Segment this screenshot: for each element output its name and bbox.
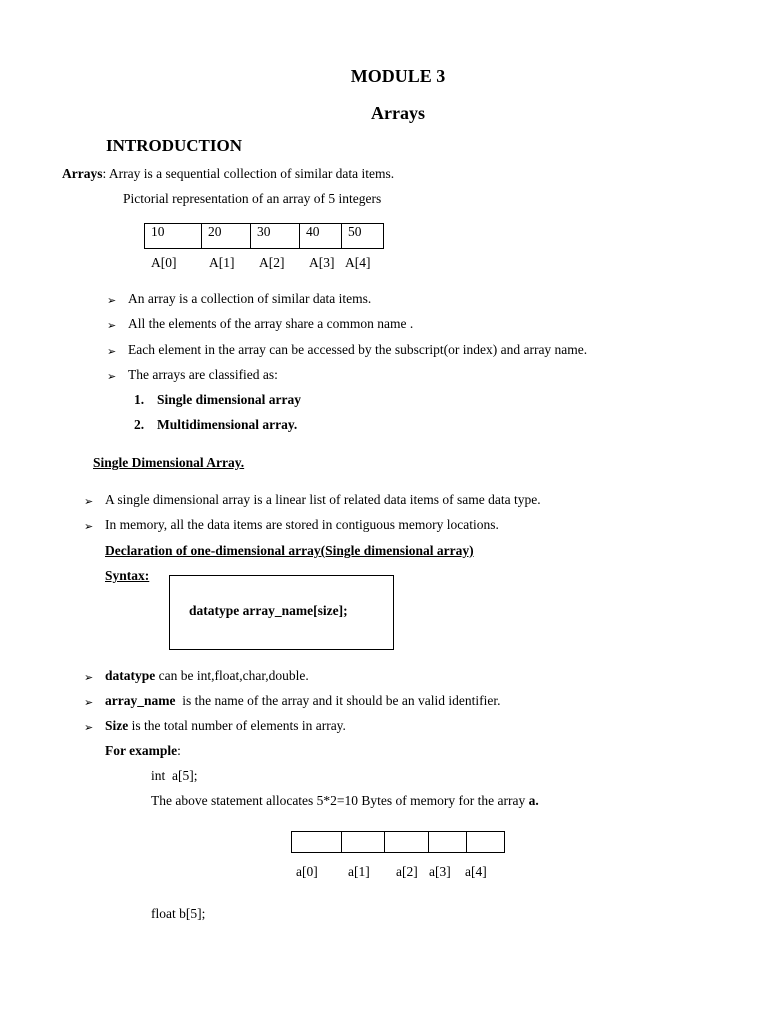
bullet-arrow-icon: ➢ [84, 495, 94, 508]
array-cell [385, 832, 429, 853]
bullet-arrow-icon: ➢ [107, 319, 117, 332]
list-number: 1. [134, 392, 145, 407]
bullet-arrow-icon: ➢ [84, 721, 94, 734]
syntax-code: datatype array_name[size]; [189, 603, 348, 618]
syntax-label: Syntax: [105, 568, 150, 583]
list-item: Single dimensional array [157, 392, 302, 407]
definition-text: : Array is a sequential collection of similar data items. [102, 166, 395, 181]
bullet-item: All the elements of the array share a common name . [128, 316, 414, 331]
bullet-arrow-icon: ➢ [84, 696, 94, 709]
bullet-arrow-icon: ➢ [84, 520, 94, 533]
array-cell [429, 832, 467, 853]
array-cell [342, 832, 385, 853]
bullet-item: An array is a collection of similar data items. [128, 291, 372, 306]
example-explanation: The above statement allocates 5*2=10 Bytes of memory for the array a. [151, 793, 539, 808]
page-title: Arrays [371, 103, 425, 123]
param-size: Size is the total number of elements in array. [105, 718, 346, 733]
array-cell: 40 [300, 224, 342, 249]
bullet-arrow-icon: ➢ [107, 294, 117, 307]
example-code: int a[5]; [151, 768, 198, 783]
array-diagram-integers [144, 223, 384, 249]
list-item: Multidimensional array. [157, 417, 298, 432]
array-cell: 20 [202, 224, 251, 249]
example-code-float: float b[5]; [151, 906, 206, 921]
list-number: 2. [134, 417, 145, 432]
section-heading-introduction: INTRODUCTION [106, 136, 243, 155]
array-index-label: A[3] [309, 255, 335, 270]
single-dim-heading: Single Dimensional Array. [93, 455, 245, 470]
param-array-name: array_name is the name of the array and it should be an valid identifier. [105, 693, 501, 708]
param-datatype: datatype can be int,float,char,double. [105, 668, 309, 683]
array-cell [467, 832, 505, 853]
array-cell: 10 [145, 224, 202, 249]
module-title: MODULE 3 [350, 66, 446, 86]
array-index-label: A[0] [151, 255, 177, 270]
array-index-label: a[3] [429, 864, 451, 879]
definition-term: Arrays [62, 166, 103, 181]
array-diagram-a [291, 831, 505, 853]
pictorial-caption: Pictorial representation of an array of 5 integers [123, 191, 382, 206]
bullet-item: In memory, all the data items are stored in contiguous memory locations. [105, 517, 499, 532]
syntax-box [169, 575, 394, 650]
bullet-item: A single dimensional array is a linear list of related data items of same data type. [105, 492, 541, 507]
bullet-item: The arrays are classified as: [128, 367, 278, 382]
example-label: For example: [105, 743, 181, 758]
array-cell [292, 832, 342, 853]
array-cell: 30 [251, 224, 300, 249]
array-index-label: a[4] [465, 864, 487, 879]
bullet-item: Each element in the array can be accessed by the subscript(or index) and array name. [128, 342, 588, 357]
array-index-label: a[0] [296, 864, 318, 879]
bullet-arrow-icon: ➢ [107, 370, 117, 383]
array-index-label: A[1] [209, 255, 235, 270]
bullet-arrow-icon: ➢ [84, 671, 94, 684]
array-index-label: a[1] [348, 864, 370, 879]
arrays-definition [62, 166, 394, 182]
bullet-arrow-icon: ➢ [107, 345, 117, 358]
array-cell: 50 [342, 224, 384, 249]
array-index-label: A[4] [345, 255, 371, 270]
array-index-label: a[2] [396, 864, 418, 879]
array-index-label: A[2] [259, 255, 285, 270]
declaration-heading: Declaration of one-dimensional array(Single dimensional array) [105, 543, 474, 558]
